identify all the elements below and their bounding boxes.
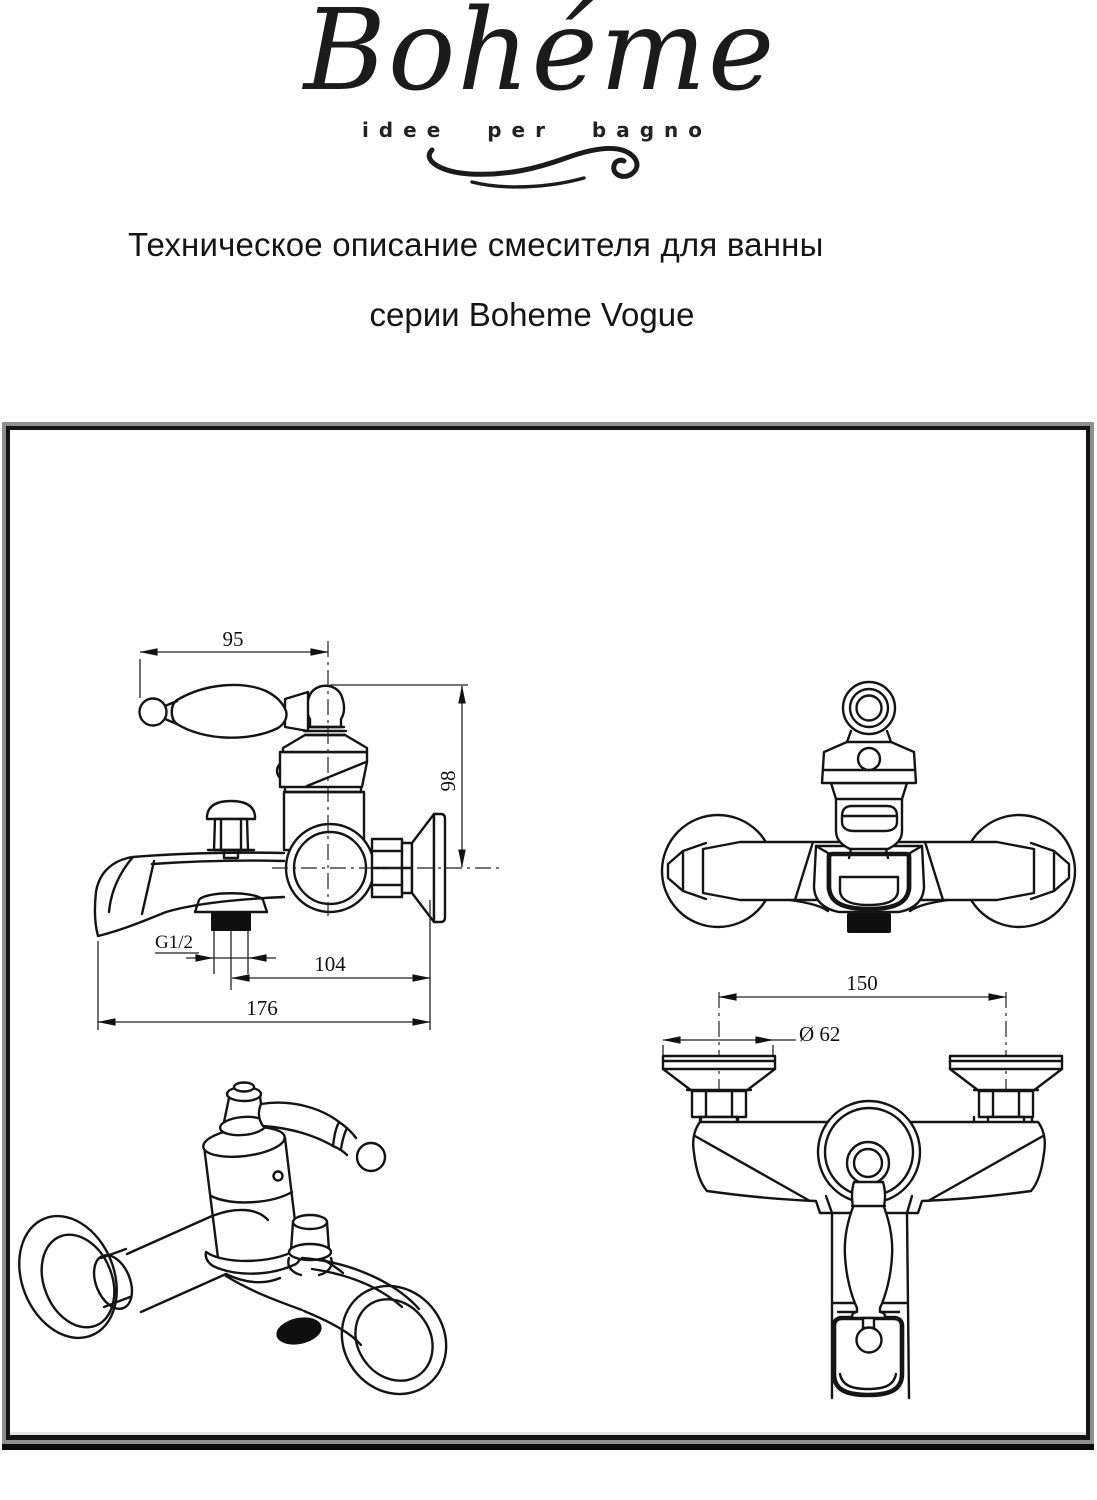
drawing-frame-inner (6, 426, 1090, 1440)
dim-diameter-label: Ø 62 (799, 1022, 841, 1046)
drawing-frame (2, 422, 1094, 1444)
brand-tagline: idee per bagno (361, 118, 713, 142)
dim-95-label: 95 (222, 627, 244, 651)
document-subtitle: серии Boheme Vogue (369, 296, 695, 333)
dim-thread-label: G1/2 (155, 932, 193, 953)
dim-150-label: 150 (846, 971, 878, 995)
dim-98-label: 98 (436, 770, 460, 792)
dim-176-label: 176 (246, 996, 278, 1020)
dim-104-label: 104 (314, 952, 346, 976)
document-title: Техническое описание смесителя для ванны (128, 226, 824, 263)
brand-logo: Bohéme (303, 0, 777, 116)
logo-flourish-icon (408, 138, 708, 198)
